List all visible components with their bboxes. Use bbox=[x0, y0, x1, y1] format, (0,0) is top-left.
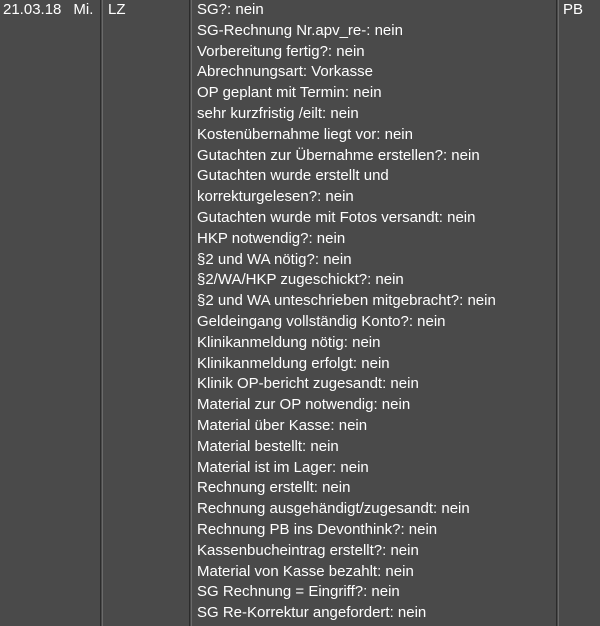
detail-line: Material über Kasse: nein bbox=[197, 416, 368, 434]
detail-line: Rechnung erstellt: nein bbox=[197, 479, 351, 497]
detail-line: Gutachten wurde erstellt und bbox=[197, 167, 389, 185]
detail-line: Gutachten zur Übernahme erstellen?: nein bbox=[197, 146, 480, 164]
detail-line: §2 und WA nötig?: nein bbox=[197, 250, 352, 268]
detail-line: SG Rechnung = Eingriff?: nein bbox=[197, 583, 400, 601]
detail-line: §2 und WA unteschrieben mitgebracht?: nein bbox=[197, 292, 496, 310]
detail-line: sehr kurzfristig /eilt: nein bbox=[197, 104, 359, 122]
detail-line: Kassenbucheintrag erstellt?: nein bbox=[197, 541, 419, 559]
weekday-value: Mi. bbox=[73, 1, 94, 18]
code-cell[interactable] bbox=[102, 0, 190, 626]
owner-value: PB bbox=[563, 1, 584, 18]
details-cell[interactable] bbox=[191, 0, 557, 626]
detail-line: Klinik OP-bericht zugesandt: nein bbox=[197, 375, 419, 393]
detail-line: SG?: nein bbox=[197, 1, 264, 18]
detail-line: Klinikanmeldung nötig: nein bbox=[197, 333, 381, 351]
detail-line: SG Re-Korrektur angefordert: nein bbox=[197, 604, 427, 622]
detail-line: OP geplant mit Termin: nein bbox=[197, 84, 382, 102]
detail-line: Material zur OP notwendig: nein bbox=[197, 396, 411, 414]
code-value: LZ bbox=[108, 1, 126, 18]
detail-line: Rechnung ausgehändigt/zugesandt: nein bbox=[197, 500, 470, 518]
date-line bbox=[0, 0, 100, 21]
detail-line: Gutachten wurde mit Fotos versandt: nein bbox=[197, 208, 476, 226]
detail-line: Vorbereitung fertig?: nein bbox=[197, 42, 365, 60]
detail-line: SG-Rechnung Nr.apv_re-: nein bbox=[197, 21, 403, 39]
date-value: 21.03.18 bbox=[3, 1, 62, 18]
detail-line: Abrechnungsart: Vorkasse bbox=[197, 63, 373, 81]
owner-cell[interactable] bbox=[558, 0, 600, 626]
detail-line: Material ist im Lager: nein bbox=[197, 458, 369, 476]
detail-line: Geldeingang vollständig Konto?: nein bbox=[197, 312, 446, 330]
detail-line: korrekturgelesen?: nein bbox=[197, 188, 354, 206]
detail-line: Kostenübernahme liegt vor: nein bbox=[197, 125, 413, 143]
detail-line: HKP notwendig?: nein bbox=[197, 229, 346, 247]
detail-line: §2/WA/HKP zugeschickt?: nein bbox=[197, 271, 404, 289]
detail-line: Material von Kasse bezahlt: nein bbox=[197, 562, 414, 580]
detail-line: Klinikanmeldung erfolgt: nein bbox=[197, 354, 390, 372]
date-cell[interactable] bbox=[0, 0, 101, 626]
detail-line: Material bestellt: nein bbox=[197, 437, 339, 455]
detail-line: Rechnung PB ins Devonthink?: nein bbox=[197, 520, 438, 538]
